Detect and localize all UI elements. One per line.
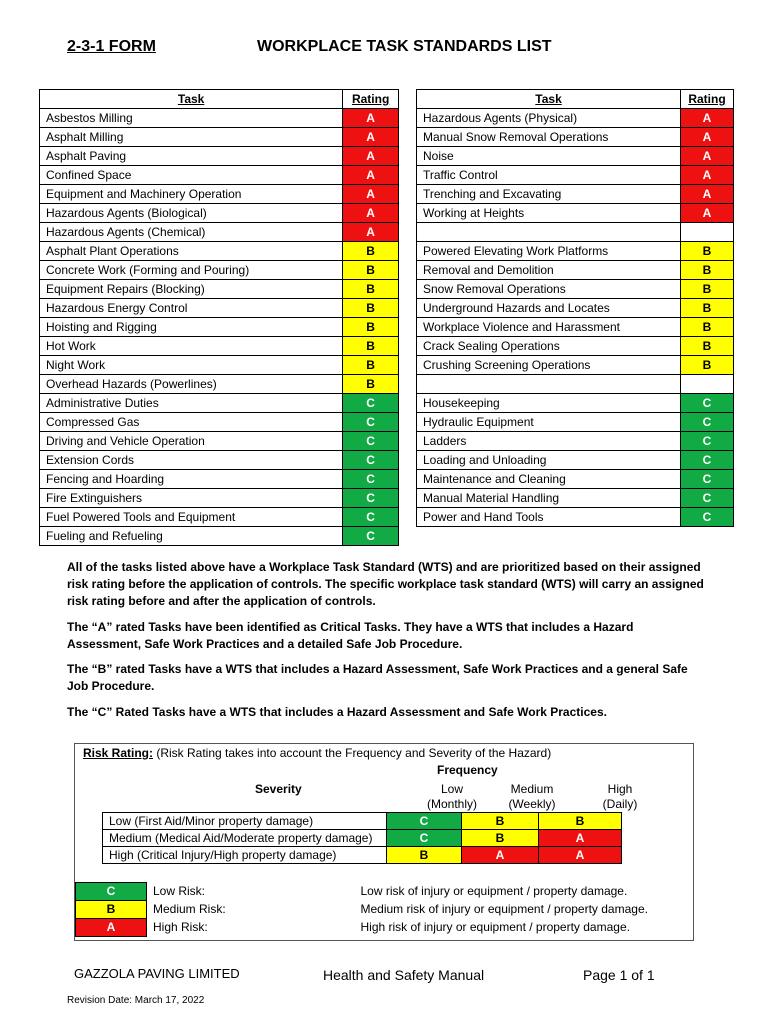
table-row	[417, 356, 734, 375]
table-row	[417, 470, 734, 489]
task-name-cell: Crack Sealing Operations	[417, 337, 681, 356]
table-row	[40, 109, 399, 128]
freq-col-medium	[494, 782, 570, 812]
risk-rating-note: (Risk Rating takes into account the Frequency and Severity of the Hazard)	[153, 746, 552, 760]
rating-cell: A	[681, 166, 734, 185]
table-row	[40, 489, 399, 508]
task-name-cell: Manual Snow Removal Operations	[417, 128, 681, 147]
task-name-cell: Hydraulic Equipment	[417, 413, 681, 432]
task-name-cell: Overhead Hazards (Powerlines)	[40, 375, 343, 394]
legend-level: High Risk:	[153, 920, 208, 934]
task-name-cell	[417, 223, 681, 242]
legend-level: Low Risk:	[153, 884, 206, 898]
rating-cell: C	[343, 508, 399, 527]
task-name-cell: Administrative Duties	[40, 394, 343, 413]
freq-col-low	[415, 782, 489, 812]
rating-column-header: Rating	[681, 90, 734, 109]
rating-cell: B	[343, 318, 399, 337]
task-name-cell: Hoisting and Rigging	[40, 318, 343, 337]
table-row	[40, 128, 399, 147]
legend-swatch: B	[76, 901, 147, 919]
rating-cell: B	[343, 356, 399, 375]
task-name-cell: Underground Hazards and Locates	[417, 299, 681, 318]
rating-cell	[681, 223, 734, 242]
task-name-cell: Hazardous Agents (Physical)	[417, 109, 681, 128]
task-name-cell: Asphalt Milling	[40, 128, 343, 147]
rating-cell: A	[343, 128, 399, 147]
rating-cell: B	[681, 299, 734, 318]
rating-cell	[681, 375, 734, 394]
legend-swatch: C	[76, 883, 147, 901]
table-row	[417, 261, 734, 280]
table-row	[417, 394, 734, 413]
form-code: 2-3-1 FORM	[67, 38, 156, 55]
risk-legend	[75, 882, 648, 937]
table-row	[40, 280, 399, 299]
table-row	[40, 318, 399, 337]
matrix-cell: A	[462, 847, 539, 864]
right-table-header	[417, 90, 734, 109]
rating-cell: A	[343, 147, 399, 166]
task-name-cell: Equipment Repairs (Blocking)	[40, 280, 343, 299]
rating-cell: A	[681, 128, 734, 147]
table-row	[417, 299, 734, 318]
matrix-cell: B	[462, 813, 539, 830]
task-name-cell: Equipment and Machinery Operation	[40, 185, 343, 204]
task-name-cell: Manual Material Handling	[417, 489, 681, 508]
table-row	[417, 109, 734, 128]
b-rating-paragraph: The “B” rated Tasks have a WTS that includes a Hazard Assessment, Safe Work Practices and a general Safe Job Procedure.	[67, 662, 688, 693]
freq-col-high-period: (Daily)	[602, 797, 638, 811]
table-row	[40, 375, 399, 394]
task-name-cell: Confined Space	[40, 166, 343, 185]
task-name-cell: Hot Work	[40, 337, 343, 356]
table-row	[40, 147, 399, 166]
task-name-cell: Hazardous Agents (Biological)	[40, 204, 343, 223]
rating-cell: A	[343, 109, 399, 128]
task-name-cell: Housekeeping	[417, 394, 681, 413]
rating-cell: C	[681, 394, 734, 413]
matrix-cell: B	[539, 813, 622, 830]
a-rating-paragraph: The “A” rated Tasks have been identified as Critical Tasks. They have a WTS that includes a Hazard Assessment, Safe Work Practices and a detailed Safe Job Procedure.	[67, 620, 634, 651]
rating-cell: B	[681, 280, 734, 299]
table-row	[40, 413, 399, 432]
table-row	[417, 147, 734, 166]
task-name-cell: Asphalt Plant Operations	[40, 242, 343, 261]
rating-cell: C	[343, 451, 399, 470]
table-row	[417, 166, 734, 185]
severity-row-label: Low (First Aid/Minor property damage)	[103, 813, 387, 830]
severity-label: Severity	[255, 782, 302, 796]
rating-cell: A	[343, 223, 399, 242]
intro-paragraph: All of the tasks listed above have a Workplace Task Standard (WTS) and are prioritized based on their assigned risk rating before the application of controls. The specific workplace task standard (WTS) will carry an assigned risk rating before and after the application of controls.	[67, 560, 704, 608]
rating-cell: A	[681, 204, 734, 223]
rating-cell: C	[343, 489, 399, 508]
matrix-cell: B	[462, 830, 539, 847]
table-row	[417, 204, 734, 223]
table-row	[417, 242, 734, 261]
task-name-cell: Extension Cords	[40, 451, 343, 470]
table-row	[417, 128, 734, 147]
rating-cell: C	[343, 527, 399, 546]
legend-level: Medium Risk:	[153, 902, 226, 916]
table-row	[40, 356, 399, 375]
legend-description: Medium risk of injury or equipment / property damage.	[360, 902, 648, 916]
rating-cell: C	[343, 470, 399, 489]
freq-col-medium-name: Medium	[510, 782, 554, 796]
matrix-cell: A	[539, 847, 622, 864]
task-column-header: Task	[40, 90, 343, 109]
table-row	[417, 432, 734, 451]
task-name-cell: Driving and Vehicle Operation	[40, 432, 343, 451]
freq-col-low-name: Low	[440, 782, 463, 796]
rating-cell: C	[681, 489, 734, 508]
rating-cell: C	[343, 432, 399, 451]
task-name-cell	[417, 375, 681, 394]
table-row	[40, 470, 399, 489]
table-row	[40, 299, 399, 318]
c-rating-paragraph: The “C” Rated Tasks have a WTS that includes a Hazard Assessment and Safe Work Practices.	[67, 705, 607, 719]
task-name-cell: Fencing and Hoarding	[40, 470, 343, 489]
task-name-cell: Maintenance and Cleaning	[417, 470, 681, 489]
task-name-cell: Fire Extinguishers	[40, 489, 343, 508]
table-row	[40, 337, 399, 356]
footer-revision-date: Revision Date: March 17, 2022	[67, 995, 205, 1006]
table-row	[417, 375, 734, 394]
table-row	[417, 508, 734, 527]
right-task-table	[416, 89, 734, 527]
frequency-label: Frequency	[437, 763, 498, 777]
table-row	[417, 318, 734, 337]
task-name-cell: Crushing Screening Operations	[417, 356, 681, 375]
rating-cell: B	[343, 242, 399, 261]
legend-row	[76, 883, 648, 901]
rating-cell: C	[681, 508, 734, 527]
task-name-cell: Asphalt Paving	[40, 147, 343, 166]
task-name-cell: Traffic Control	[417, 166, 681, 185]
rating-cell: B	[681, 337, 734, 356]
task-name-cell: Fueling and Refueling	[40, 527, 343, 546]
rating-cell: C	[681, 432, 734, 451]
severity-row-label: Medium (Medical Aid/Moderate property damage)	[103, 830, 387, 847]
rating-cell: B	[681, 318, 734, 337]
rating-cell: A	[681, 109, 734, 128]
legend-row	[76, 919, 648, 937]
task-name-cell: Snow Removal Operations	[417, 280, 681, 299]
table-row	[417, 451, 734, 470]
footer-manual-title: Health and Safety Manual	[323, 967, 485, 983]
freq-col-high	[579, 782, 661, 812]
rating-cell: B	[343, 261, 399, 280]
severity-row-label: High (Critical Injury/High property damage)	[103, 847, 387, 864]
legend-row	[76, 901, 648, 919]
table-row	[40, 185, 399, 204]
task-name-cell: Concrete Work (Forming and Pouring)	[40, 261, 343, 280]
rating-cell: A	[681, 147, 734, 166]
rating-cell: B	[343, 299, 399, 318]
table-row	[417, 337, 734, 356]
table-row	[40, 204, 399, 223]
task-column-header: Task	[417, 90, 681, 109]
task-name-cell: Hazardous Energy Control	[40, 299, 343, 318]
task-name-cell: Hazardous Agents (Chemical)	[40, 223, 343, 242]
task-name-cell: Trenching and Excavating	[417, 185, 681, 204]
table-row	[40, 242, 399, 261]
task-name-cell: Ladders	[417, 432, 681, 451]
task-name-cell: Compressed Gas	[40, 413, 343, 432]
task-name-cell: Fuel Powered Tools and Equipment	[40, 508, 343, 527]
rating-cell: B	[343, 337, 399, 356]
page-title: WORKPLACE TASK STANDARDS LIST	[257, 38, 552, 55]
table-row	[40, 394, 399, 413]
matrix-row	[103, 847, 622, 864]
matrix-cell: C	[387, 830, 462, 847]
table-row	[40, 508, 399, 527]
table-row	[40, 432, 399, 451]
task-name-cell: Powered Elevating Work Platforms	[417, 242, 681, 261]
task-name-cell: Night Work	[40, 356, 343, 375]
rating-cell: C	[343, 394, 399, 413]
rating-cell: A	[343, 185, 399, 204]
rating-cell: B	[681, 261, 734, 280]
table-row	[417, 280, 734, 299]
rating-cell: B	[343, 280, 399, 299]
task-name-cell: Loading and Unloading	[417, 451, 681, 470]
freq-col-medium-period: (Weekly)	[508, 797, 556, 811]
table-row	[417, 413, 734, 432]
matrix-cell: A	[539, 830, 622, 847]
table-row	[417, 223, 734, 242]
rating-cell: A	[681, 185, 734, 204]
task-name-cell: Working at Heights	[417, 204, 681, 223]
footer-page-number: Page 1 of 1	[583, 967, 655, 983]
rating-cell: A	[343, 166, 399, 185]
rating-cell: B	[343, 375, 399, 394]
legend-description: Low risk of injury or equipment / property damage.	[360, 884, 628, 898]
task-name-cell: Workplace Violence and Harassment	[417, 318, 681, 337]
rating-cell: C	[681, 451, 734, 470]
risk-rating-title	[83, 746, 551, 760]
table-row	[40, 451, 399, 470]
matrix-row	[103, 813, 622, 830]
rating-cell: B	[681, 356, 734, 375]
legend-description: High risk of injury or equipment / property damage.	[360, 920, 630, 934]
table-row	[40, 527, 399, 546]
footer-company: GAZZOLA PAVING LIMITED	[74, 966, 240, 981]
matrix-row	[103, 830, 622, 847]
task-name-cell: Noise	[417, 147, 681, 166]
rating-cell: B	[681, 242, 734, 261]
task-name-cell: Removal and Demolition	[417, 261, 681, 280]
left-task-table	[39, 89, 399, 546]
matrix-cell: C	[387, 813, 462, 830]
table-row	[40, 261, 399, 280]
risk-matrix	[102, 812, 622, 864]
matrix-cell: B	[387, 847, 462, 864]
table-row	[417, 489, 734, 508]
risk-rating-label: Risk Rating:	[83, 746, 154, 760]
freq-col-high-name: High	[607, 782, 633, 796]
table-row	[40, 166, 399, 185]
left-table-header	[40, 90, 399, 109]
rating-cell: C	[343, 413, 399, 432]
rating-column-header: Rating	[343, 90, 399, 109]
table-row	[40, 223, 399, 242]
rating-cell: C	[681, 470, 734, 489]
table-row	[417, 185, 734, 204]
freq-col-low-period: (Monthly)	[426, 797, 477, 811]
task-name-cell: Power and Hand Tools	[417, 508, 681, 527]
rating-cell: A	[343, 204, 399, 223]
task-name-cell: Asbestos Milling	[40, 109, 343, 128]
rating-cell: C	[681, 413, 734, 432]
legend-swatch: A	[76, 919, 147, 937]
risk-rating-box	[74, 743, 694, 941]
